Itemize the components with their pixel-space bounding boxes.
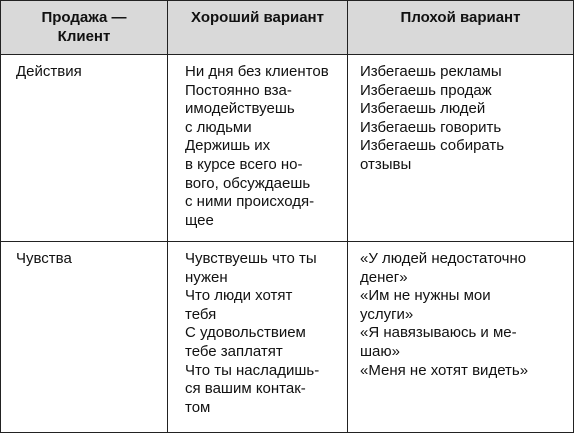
header-line: Продажа — — [41, 9, 127, 26]
cell-line: «Им не нужны мои — [360, 287, 491, 305]
row-label: Действия — [1, 55, 168, 242]
cell-line: Что люди хотят — [185, 287, 293, 305]
bad-cell — [348, 242, 574, 433]
header-line: Клиент — [57, 27, 111, 45]
cell-line: Чувствуешь что ты — [185, 250, 317, 267]
good-cell — [168, 55, 348, 242]
table-row-feelings — [1, 242, 574, 433]
cell-line: С удовольствием — [185, 324, 306, 342]
cell-line: тебе заплатят — [185, 342, 283, 360]
table-row-actions — [1, 55, 574, 242]
cell-line: ся вашим контак- — [185, 380, 306, 398]
cell-line: Держишь их — [185, 137, 271, 155]
cell-line: с людьми — [185, 118, 252, 136]
cell-line: Избегаешь собирать — [360, 137, 505, 155]
cell-line: Избегаешь рекламы — [360, 63, 502, 80]
cell-line: том — [185, 398, 211, 416]
bad-cell — [348, 55, 574, 242]
cell-line: в курсе всего но- — [185, 155, 303, 173]
good-cell — [168, 242, 348, 433]
cell-line: Избегаешь говорить — [360, 118, 502, 136]
header-bad-option: Плохой вариант — [348, 1, 574, 55]
cell-line: нужен — [185, 268, 228, 286]
cell-line: вого, обсуждаешь — [185, 174, 311, 192]
cell-line: Постоянно вза- — [185, 81, 292, 99]
cell-line: «Меня не хотят видеть» — [360, 361, 529, 379]
cell-line: услуги» — [360, 305, 414, 323]
header-sales-client — [1, 1, 168, 55]
cell-line: Избегаешь продаж — [360, 81, 492, 99]
cell-line: Ни дня без клиентов — [185, 63, 329, 80]
cell-line: Что ты насладишь- — [185, 361, 320, 379]
cell-line: щее — [185, 211, 214, 229]
cell-line: «У людей недостаточно — [360, 250, 527, 267]
cell-line: отзывы — [360, 155, 412, 173]
header-row — [1, 1, 574, 55]
cell-line: шаю» — [360, 342, 400, 360]
cell-line: денег» — [360, 268, 408, 286]
row-label: Чувства — [1, 242, 168, 433]
cell-line: с ними происходя- — [185, 193, 315, 211]
header-good-option: Хороший вариант — [168, 1, 348, 55]
cell-line: Избегаешь людей — [360, 100, 486, 118]
cell-line: «Я навязываюсь и ме- — [360, 324, 517, 342]
cell-line: тебя — [185, 305, 217, 323]
cell-line: имодействуешь — [185, 100, 295, 118]
